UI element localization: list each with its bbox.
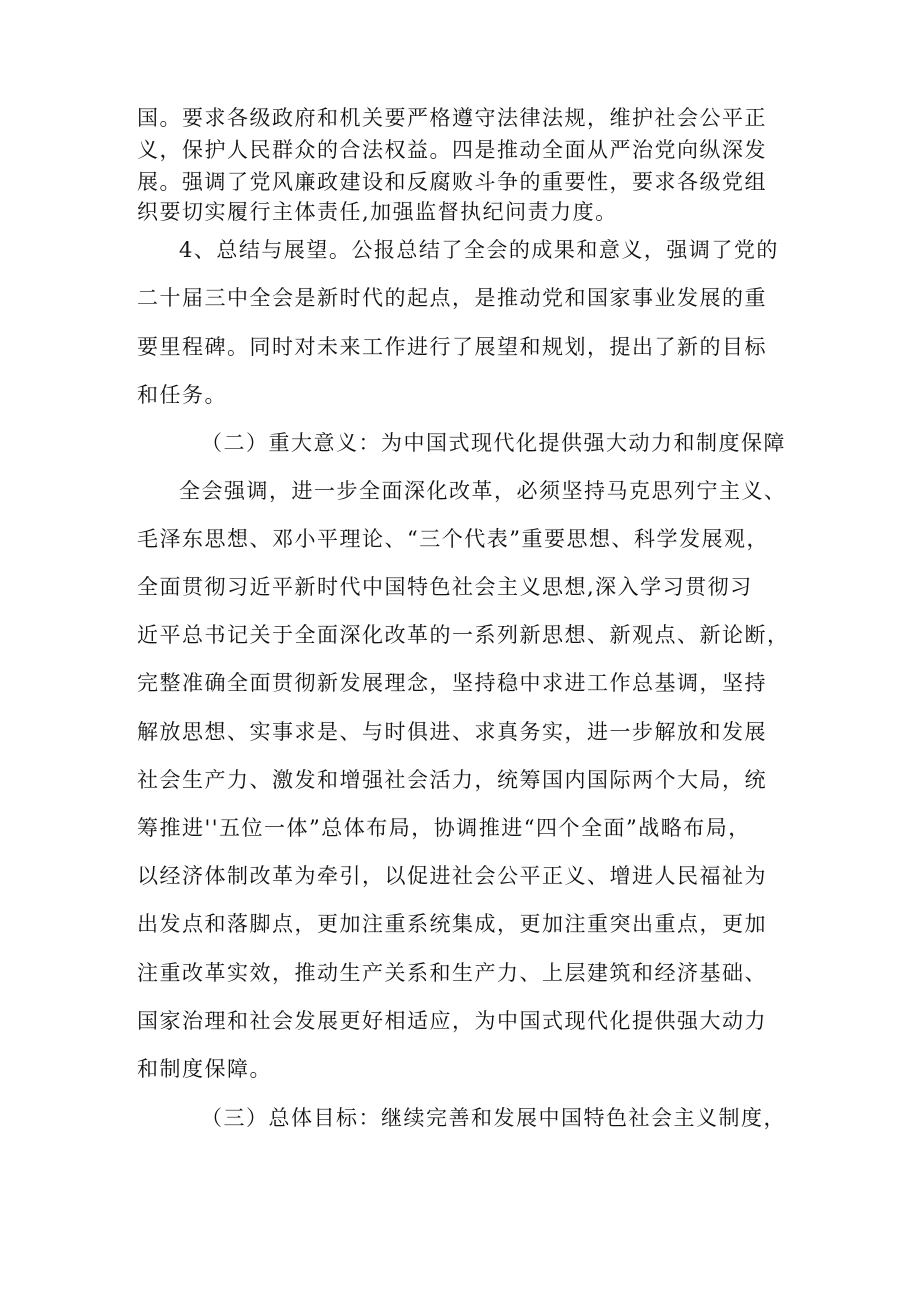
text-line: 全面贯彻习近平新时代中国特色社会主义思想,深入学习贯彻习 [137,575,753,599]
text-line: 解放思想、实事求是、与时俱进、求真务实，进一步解放和发展 [137,720,767,744]
document-body [137,0,797,1301]
text-line: 全会强调，进一步全面深化改革，必须坚持马克思列宁主义、 [179,479,787,503]
section-heading: （三）总体目标：继续完善和发展中国特色社会主义制度， [201,1106,786,1130]
text-line: 义，保护人民群众的合法权益。四是推动全面从严治党向纵深发 [137,138,767,162]
text-line: 展。强调了党风廉政建设和反腐败斗争的重要性，要求各级党组 [137,170,767,194]
text-line: 社会生产力、激发和增强社会活力，统筹国内国际两个大局，统 [137,768,767,792]
text-line: 出发点和落脚点，更加注重系统集成，更加注重突出重点，更加 [137,912,767,936]
text-line: 和制度保障。 [137,1057,272,1081]
text-line: 毛泽东思想、邓小平理论、“三个代表”重要思想、科学发展观， [137,527,769,551]
text-line: 以经济体制改革为牵引，以促进社会公平正义、增进人民福祉为 [137,864,767,888]
section-heading: （二）重大意义：为中国式现代化提供强大动力和制度保障 [201,431,786,455]
text-line: 筹推进''五位一体”总体布局，协调推进“四个全面”战略布局， [137,816,751,840]
text-line: 二十届三中全会是新时代的起点，是推动党和国家事业发展的重 [137,286,767,310]
text-line: 完整准确全面贯彻新发展理念，坚持稳中求进工作总基调，坚持 [137,671,767,695]
text-line: 织要切实履行主体责任,加强监督执纪问责力度。 [137,200,618,224]
text-line: 近平总书记关于全面深化改革的一系列新思想、新观点、新论断， [137,623,790,647]
text-line: 注重改革实效，推动生产关系和生产力、上层建筑和经济基础、 [137,961,767,985]
text-line: 要里程碑。同时对未来工作进行了展望和规划，提出了新的目标 [137,335,767,359]
text-line: 国家治理和社会发展更好相适应，为中国式现代化提供强大动力 [137,1009,767,1033]
text-line: 和任务。 [137,383,227,407]
text-line: 国。要求各级政府和机关要严格遵守法律法规，维护社会公平正 [137,106,767,130]
text-line: 4、总结与展望。公报总结了全会的成果和意义，强调了党的 [179,238,779,262]
